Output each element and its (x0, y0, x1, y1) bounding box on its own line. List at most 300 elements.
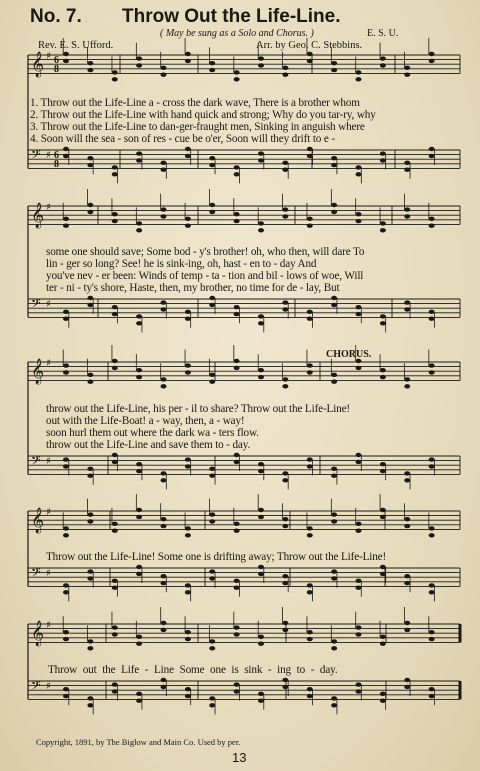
note-head (209, 156, 215, 160)
bass-clef-icon: 𝄢 (31, 147, 41, 165)
note-head (234, 586, 240, 590)
note-head (136, 314, 142, 318)
note-head (258, 469, 264, 473)
note-head (282, 678, 288, 682)
note-head (331, 519, 337, 523)
note-head (307, 590, 313, 594)
sharp-icon: ♯ (46, 507, 51, 518)
note-head (282, 73, 288, 77)
note-head (209, 569, 215, 573)
note-head (209, 512, 215, 516)
note-head (136, 699, 142, 703)
note-head (307, 317, 313, 321)
note-head (234, 453, 240, 457)
note-head (87, 646, 93, 650)
note-head (136, 151, 142, 155)
verse-2-line-b: lin - ger so long? See! he is sink-ing, oh, hast - en to - day And (46, 258, 317, 270)
note-head (112, 77, 118, 81)
note-head (185, 630, 191, 634)
note-head (404, 66, 410, 70)
note-head (234, 632, 240, 636)
note-head (234, 366, 240, 370)
note-head (63, 687, 69, 691)
note-head (258, 508, 264, 512)
note-head (331, 576, 337, 580)
note-head (282, 207, 288, 211)
note-head (258, 368, 264, 372)
sharp-icon: ♯ (46, 456, 51, 467)
lyricist-credit: Rev. E. S. Ufford. (38, 40, 114, 51)
note-head (87, 512, 93, 516)
note-head (307, 217, 313, 221)
note-head (136, 572, 142, 576)
note-head (282, 524, 288, 528)
note-head (429, 154, 435, 158)
note-head (63, 59, 69, 63)
note-head (87, 519, 93, 523)
note-head (258, 515, 264, 519)
note-head (185, 317, 191, 321)
note-head (112, 625, 118, 629)
note-head (63, 370, 69, 374)
note-head (282, 300, 288, 304)
bass-clef-icon: 𝄢 (31, 565, 41, 583)
note-head (112, 70, 118, 74)
bass-clef-icon: 𝄢 (31, 296, 41, 314)
note-head (282, 628, 288, 632)
chorus-line-2: Throw out the Life - Line Some one is sink - ing to - day. (48, 664, 338, 676)
note-head (185, 147, 191, 151)
note-head (429, 464, 435, 468)
note-head (209, 61, 215, 65)
note-head (209, 296, 215, 300)
note-head (404, 524, 410, 528)
note-head (331, 380, 337, 384)
note-head (429, 630, 435, 634)
note-head (136, 565, 142, 569)
note-head (161, 574, 167, 578)
chorus-line-1: Throw out the Life-Line! Some one is drifting away; Throw out the Life-Line! (46, 551, 387, 563)
note-head (404, 478, 410, 482)
note-head (404, 685, 410, 689)
author-initials: E. S. U. (367, 28, 399, 39)
note-head (282, 581, 288, 585)
note-head (429, 637, 435, 641)
note-head (331, 68, 337, 72)
verse-3-line-c: soon hurl them out where the dark wa - ters flow. (46, 427, 259, 439)
note-head (429, 590, 435, 594)
note-head (209, 203, 215, 207)
note-head (356, 312, 362, 316)
note-head (380, 462, 386, 466)
note-head (185, 464, 191, 468)
note-head (136, 515, 142, 519)
note-head (112, 632, 118, 636)
note-head (185, 370, 191, 374)
note-head (234, 77, 240, 81)
note-head (185, 59, 191, 63)
note-head (161, 621, 167, 625)
note-head (87, 203, 93, 207)
note-head (331, 163, 337, 167)
note-head (282, 161, 288, 165)
hymn-number: No. 7. (30, 6, 82, 27)
time-signature-bottom: 8 (54, 64, 59, 75)
note-head (87, 61, 93, 65)
note-head (63, 217, 69, 221)
note-head (429, 583, 435, 587)
note-head (112, 522, 118, 526)
note-head (185, 457, 191, 461)
note-head (63, 363, 69, 367)
note-head (356, 460, 362, 464)
note-head (63, 526, 69, 530)
note-head (234, 305, 240, 309)
note-head (209, 639, 215, 643)
note-head (282, 168, 288, 172)
note-head (429, 457, 435, 461)
note-head (380, 642, 386, 646)
note-head (258, 572, 264, 576)
note-head (185, 694, 191, 698)
note-head (331, 210, 337, 214)
note-head (258, 158, 264, 162)
chorus-label: CHORUS. (326, 349, 372, 360)
note-head (63, 694, 69, 698)
note-head (185, 533, 191, 537)
verse-2-line-a: 2. Throw out the Life-Line with hand quick and strong; Why do you tar-ry, why (30, 109, 376, 121)
note-head (112, 212, 118, 216)
note-head (356, 172, 362, 176)
note-head (87, 163, 93, 167)
note-head (429, 224, 435, 228)
verse-4-line-b: ter - ni - ty's shore, Haste, then, my brother, no time for de - lay, But (46, 282, 340, 294)
note-head (87, 380, 93, 384)
note-head (63, 583, 69, 587)
note-head (258, 462, 264, 466)
note-head (404, 377, 410, 381)
sharp-icon: ♯ (46, 568, 51, 579)
note-head (258, 221, 264, 225)
note-head (112, 172, 118, 176)
note-head (161, 161, 167, 165)
note-head (63, 533, 69, 537)
note-head (331, 696, 337, 700)
note-head (307, 533, 313, 537)
note-head (185, 52, 191, 56)
note-head (136, 462, 142, 466)
note-head (234, 579, 240, 583)
note-head (356, 212, 362, 216)
note-head (404, 628, 410, 632)
sharp-icon: ♯ (46, 620, 51, 631)
note-head (234, 529, 240, 533)
page-number: 13 (232, 750, 247, 765)
performance-note: ( May be sung as a Solo and Chorus. ) (160, 28, 314, 39)
note-head (136, 158, 142, 162)
note-head (307, 224, 313, 228)
note-head (356, 366, 362, 370)
note-head (112, 453, 118, 457)
note-head (234, 689, 240, 693)
note-head (356, 165, 362, 169)
note-head (136, 63, 142, 67)
note-head (63, 224, 69, 228)
note-head (282, 621, 288, 625)
note-head (234, 219, 240, 223)
note-head (356, 529, 362, 533)
note-head (185, 224, 191, 228)
note-head (380, 375, 386, 379)
note-head (380, 635, 386, 639)
note-head (404, 384, 410, 388)
note-head (161, 581, 167, 585)
note-head (429, 217, 435, 221)
note-head (380, 56, 386, 60)
note-head (258, 699, 264, 703)
note-head (282, 377, 288, 381)
note-head (161, 73, 167, 77)
note-head (356, 689, 362, 693)
note-head (234, 70, 240, 74)
note-head (282, 307, 288, 311)
note-head (136, 469, 142, 473)
note-head (161, 471, 167, 475)
note-head (429, 694, 435, 698)
note-head (136, 375, 142, 379)
note-head (63, 637, 69, 641)
note-head (356, 632, 362, 636)
note-head (63, 630, 69, 634)
note-head (87, 156, 93, 160)
bass-clef-icon: 𝄢 (31, 453, 41, 471)
note-head (87, 703, 93, 707)
arranger-credit: Arr. by Geo. C. Stebbins. (256, 40, 363, 51)
verse-3-line-a: 3. Throw out the Life-Line to dan-ger-fraught men, Sinking in anguish where (30, 121, 365, 133)
note-head (185, 363, 191, 367)
note-head (234, 682, 240, 686)
sharp-icon: ♯ (46, 51, 51, 62)
note-head (209, 474, 215, 478)
note-head (331, 703, 337, 707)
note-head (258, 321, 264, 325)
note-head (356, 586, 362, 590)
note-head (112, 165, 118, 169)
note-head (209, 303, 215, 307)
note-head (380, 469, 386, 473)
note-head (87, 373, 93, 377)
verse-4-line-c: throw out the Life-Line and save them to - day. (46, 439, 251, 451)
note-head (185, 590, 191, 594)
note-head (380, 221, 386, 225)
note-head (356, 305, 362, 309)
note-head (63, 457, 69, 461)
copyright-notice: Copyright, 1891, by The Biglow and Main Co. Used by per. (36, 737, 241, 747)
note-head (331, 61, 337, 65)
note-head (258, 151, 264, 155)
note-head (380, 228, 386, 232)
note-head (209, 467, 215, 471)
treble-clef-icon: 𝄞 (31, 359, 45, 384)
note-head (87, 303, 93, 307)
note-head (404, 678, 410, 682)
note-head (87, 639, 93, 643)
note-head (404, 517, 410, 521)
note-head (161, 685, 167, 689)
note-head (185, 217, 191, 221)
note-head (307, 310, 313, 314)
note-head (429, 317, 435, 321)
note-head (234, 625, 240, 629)
note-head (161, 207, 167, 211)
note-head (429, 370, 435, 374)
note-head (356, 522, 362, 526)
note-head (161, 214, 167, 218)
note-head (234, 165, 240, 169)
note-head (258, 642, 264, 646)
note-head (209, 519, 215, 523)
note-head (331, 203, 337, 207)
note-head (380, 699, 386, 703)
treble-clef-icon: 𝄞 (31, 203, 45, 228)
verse-1-line-a: 1. Throw out the Life-Line a - cross the dark wave, There is a brother whom (30, 97, 360, 109)
note-head (331, 646, 337, 650)
note-head (234, 522, 240, 526)
note-head (307, 526, 313, 530)
note-head (209, 210, 215, 214)
note-head (161, 307, 167, 311)
note-head (404, 168, 410, 172)
note-head (87, 467, 93, 471)
note-head (429, 59, 435, 63)
note-head (234, 312, 240, 316)
note-head (331, 373, 337, 377)
note-head (234, 359, 240, 363)
treble-clef-icon: 𝄞 (31, 508, 45, 533)
note-head (185, 154, 191, 158)
note-head (161, 300, 167, 304)
sharp-icon: ♯ (46, 202, 51, 213)
note-head (63, 52, 69, 56)
note-head (87, 474, 93, 478)
note-head (185, 637, 191, 641)
treble-clef-icon: 𝄞 (31, 621, 45, 646)
note-head (380, 321, 386, 325)
note-head (404, 621, 410, 625)
note-head (185, 687, 191, 691)
note-head (112, 219, 118, 223)
note-head (429, 526, 435, 530)
note-head (380, 158, 386, 162)
note-head (209, 576, 215, 580)
bass-clef-icon: 𝄢 (31, 678, 41, 696)
sharp-icon: ♯ (46, 150, 51, 161)
note-head (234, 460, 240, 464)
note-head (404, 214, 410, 218)
note-head (161, 524, 167, 528)
note-head (112, 682, 118, 686)
note-head (136, 56, 142, 60)
note-head (282, 478, 288, 482)
note-head (87, 576, 93, 580)
time-signature-bottom: 8 (54, 159, 59, 170)
sharp-icon: ♯ (46, 681, 51, 692)
note-head (63, 590, 69, 594)
note-head (161, 66, 167, 70)
note-head (209, 68, 215, 72)
note-head (331, 296, 337, 300)
note-head (356, 70, 362, 74)
note-head (63, 464, 69, 468)
note-head (258, 63, 264, 67)
note-head (63, 317, 69, 321)
note-head (282, 574, 288, 578)
note-head (112, 359, 118, 363)
note-head (209, 380, 215, 384)
note-head (112, 579, 118, 583)
note-head (136, 368, 142, 372)
note-head (136, 228, 142, 232)
note-head (331, 156, 337, 160)
note-head (209, 646, 215, 650)
note-head (404, 307, 410, 311)
note-head (112, 366, 118, 370)
verse-4-line-a: 4. Soon will the sea - son of res - cue be o'er, Soon will they drift to e - (30, 133, 335, 145)
note-head (161, 384, 167, 388)
note-head (356, 453, 362, 457)
note-head (161, 628, 167, 632)
note-head (112, 305, 118, 309)
note-head (404, 574, 410, 578)
note-head (356, 682, 362, 686)
note-head (112, 460, 118, 464)
note-head (429, 533, 435, 537)
note-head (380, 151, 386, 155)
note-head (307, 637, 313, 641)
note-head (307, 583, 313, 587)
note-head (429, 147, 435, 151)
note-head (258, 692, 264, 696)
note-head (136, 635, 142, 639)
note-head (258, 56, 264, 60)
note-head (307, 630, 313, 634)
note-head (307, 464, 313, 468)
note-head (331, 467, 337, 471)
note-head (112, 586, 118, 590)
note-head (161, 478, 167, 482)
note-head (136, 692, 142, 696)
note-head (63, 154, 69, 158)
time-signature-top: 6 (54, 150, 59, 161)
note-head (258, 635, 264, 639)
note-head (307, 363, 313, 367)
note-head (161, 168, 167, 172)
note-head (209, 163, 215, 167)
note-head (356, 219, 362, 223)
note-head (234, 212, 240, 216)
hymn-title: Throw Out the Life-Line. (122, 6, 341, 27)
note-head (87, 696, 93, 700)
note-head (136, 508, 142, 512)
note-head (307, 370, 313, 374)
note-head (282, 685, 288, 689)
note-head (331, 512, 337, 516)
note-head (185, 526, 191, 530)
note-head (87, 569, 93, 573)
note-head (258, 314, 264, 318)
note-head (258, 565, 264, 569)
note-head (87, 68, 93, 72)
